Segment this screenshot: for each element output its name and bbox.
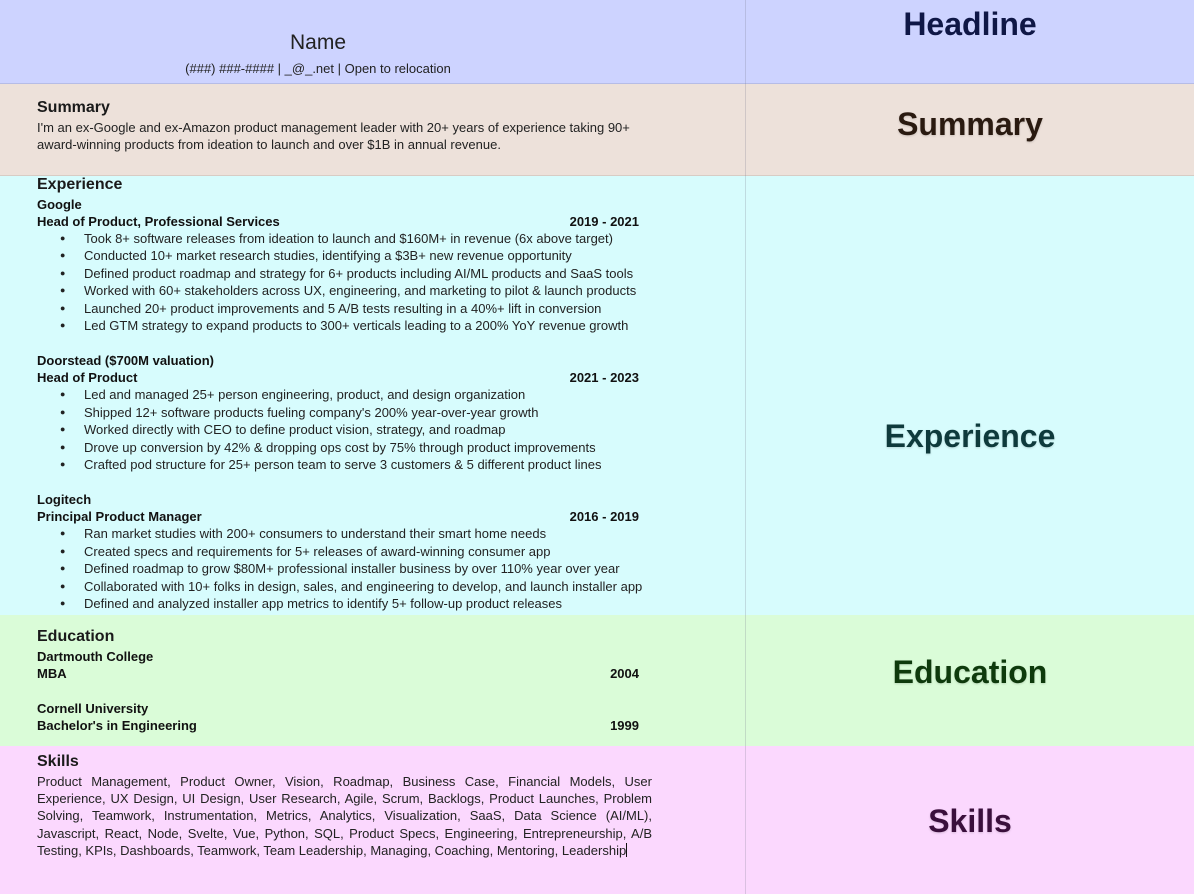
bullet-item[interactable]: ● Ran market studies with 200+ consumers to understand their smart home needs bbox=[60, 525, 652, 542]
company-name[interactable]: Logitech bbox=[37, 492, 92, 508]
experience-section bbox=[0, 176, 1194, 615]
skills-label: Skills bbox=[928, 803, 1012, 839]
role-row bbox=[37, 508, 639, 525]
bullet-item[interactable]: ● Led and managed 25+ person engineering, product, and design organization bbox=[60, 386, 652, 403]
company-name[interactable]: Google bbox=[37, 197, 82, 212]
bullet-item[interactable]: ● Shipped 12+ software products fueling company's 200% year-over-year growth bbox=[60, 404, 652, 421]
bullet-item[interactable]: ● Worked directly with CEO to define product vision, strategy, and roadmap bbox=[60, 421, 652, 438]
school-name[interactable]: Dartmouth College bbox=[37, 649, 154, 664]
school-entry bbox=[37, 648, 652, 682]
candidate-name[interactable]: Name bbox=[289, 31, 347, 54]
degree-row bbox=[37, 665, 639, 682]
bullet-item[interactable]: ● Crafted pod structure for 25+ person team to serve 3 customers & 5 different product lines bbox=[60, 456, 652, 473]
degree-year[interactable]: 1999 bbox=[610, 718, 639, 733]
company-name[interactable]: Doorstead ($700M valuation) bbox=[37, 353, 214, 369]
skills-title[interactable]: Skills bbox=[37, 753, 79, 770]
education-label: Education bbox=[892, 654, 1048, 690]
role-title[interactable]: Head of Product, Professional Services bbox=[37, 214, 280, 229]
bullet-item[interactable]: ● Collaborated with 10+ folks in design, sales, and engineering to develop, and launch installer app bbox=[60, 578, 652, 595]
role-dates[interactable]: 2021 - 2023 bbox=[569, 370, 639, 386]
bullet-item[interactable]: ● Took 8+ software releases from ideation to launch and $160M+ in revenue (6x above target) bbox=[60, 230, 652, 247]
contact-line[interactable]: (###) ###-#### | _@_.net | Open to relocation bbox=[185, 61, 451, 76]
role-dates[interactable]: 2016 - 2019 bbox=[569, 509, 639, 525]
degree-year[interactable]: 2004 bbox=[610, 666, 639, 681]
bullet-list bbox=[60, 230, 652, 334]
bullet-item[interactable]: ● Created specs and requirements for 5+ releases of award-winning consumer app bbox=[60, 543, 652, 560]
skills-section bbox=[0, 746, 1194, 894]
role-title[interactable]: Principal Product Manager bbox=[37, 509, 202, 525]
experience-label: Experience bbox=[884, 418, 1056, 454]
role-title[interactable]: Head of Product bbox=[37, 370, 138, 386]
bullet-list bbox=[60, 525, 652, 612]
job-entry bbox=[37, 196, 652, 334]
experience-title[interactable]: Experience bbox=[37, 176, 123, 193]
bullet-item[interactable]: ● Led GTM strategy to expand products to 300+ verticals leading to a 200% YoY revenue growth bbox=[60, 317, 652, 334]
role-row bbox=[37, 369, 639, 386]
role-row bbox=[37, 213, 639, 230]
summary-section bbox=[0, 84, 1194, 176]
text-cursor bbox=[626, 843, 627, 857]
summary-label: Summary bbox=[897, 106, 1043, 142]
degree-title[interactable]: Bachelor's in Engineering bbox=[37, 718, 197, 733]
degree-title[interactable]: MBA bbox=[37, 666, 67, 681]
education-section bbox=[0, 615, 1194, 746]
school-name[interactable]: Cornell University bbox=[37, 701, 149, 716]
school-entry bbox=[37, 700, 652, 734]
skills-text[interactable] bbox=[37, 773, 652, 859]
bullet-item[interactable]: ● Drove up conversion by 42% & dropping ops cost by 75% through product improvements bbox=[60, 439, 652, 456]
role-dates[interactable]: 2019 - 2021 bbox=[569, 214, 639, 229]
headline-section bbox=[0, 0, 1194, 84]
bullet-item[interactable]: ● Launched 20+ product improvements and 5 A/B tests resulting in a 40%+ lift in conversion bbox=[60, 300, 652, 317]
bullet-item[interactable]: ● Conducted 10+ market research studies, identifying a $3B+ new revenue opportunity bbox=[60, 247, 652, 264]
bullet-item[interactable]: ● Defined and analyzed installer app metrics to identify 5+ follow-up product releases bbox=[60, 595, 652, 612]
job-entry bbox=[37, 491, 652, 612]
bullet-list bbox=[60, 386, 652, 473]
degree-row bbox=[37, 717, 639, 734]
headline-label: Headline bbox=[903, 6, 1037, 42]
summary-text[interactable]: I'm an ex-Google and ex-Amazon product management leader with 20+ years of experience taking 90+ award-winning products from ideation to launch and over $1B in annual revenue. bbox=[37, 120, 630, 152]
bullet-item[interactable]: ● Defined roadmap to grow $80M+ professional installer business by over 110% year over year bbox=[60, 560, 652, 577]
column-divider bbox=[745, 0, 746, 894]
bullet-item[interactable]: ● Defined product roadmap and strategy for 6+ products including AI/ML products and SaaS tools bbox=[60, 265, 652, 282]
bullet-item[interactable]: ● Worked with 60+ stakeholders across UX, engineering, and marketing to pilot & launch products bbox=[60, 282, 652, 299]
education-title[interactable]: Education bbox=[37, 628, 115, 645]
skills-list[interactable]: Product Management, Product Owner, Vision, Roadmap, Business Case, Financial Models, User Experience, UX Design, UI Design, User Research, Agile, Scrum, Backlogs, Product Launches, Problem Solving, Teamwork, Instrumentation, Metrics, Analytics, Visualization, SaaS, Data Science (AI/ML), Javascript, React, Node, Svelte, Vue, Python, SQL, Product Specs, Engineering, Entrepreneurship, A/B Testing, KPIs, Dashboards, Teamwork, Team Leadership, Managing, Coaching, Mentoring, Leadership bbox=[37, 774, 652, 858]
job-entry bbox=[37, 352, 652, 473]
summary-title[interactable]: Summary bbox=[37, 99, 110, 116]
